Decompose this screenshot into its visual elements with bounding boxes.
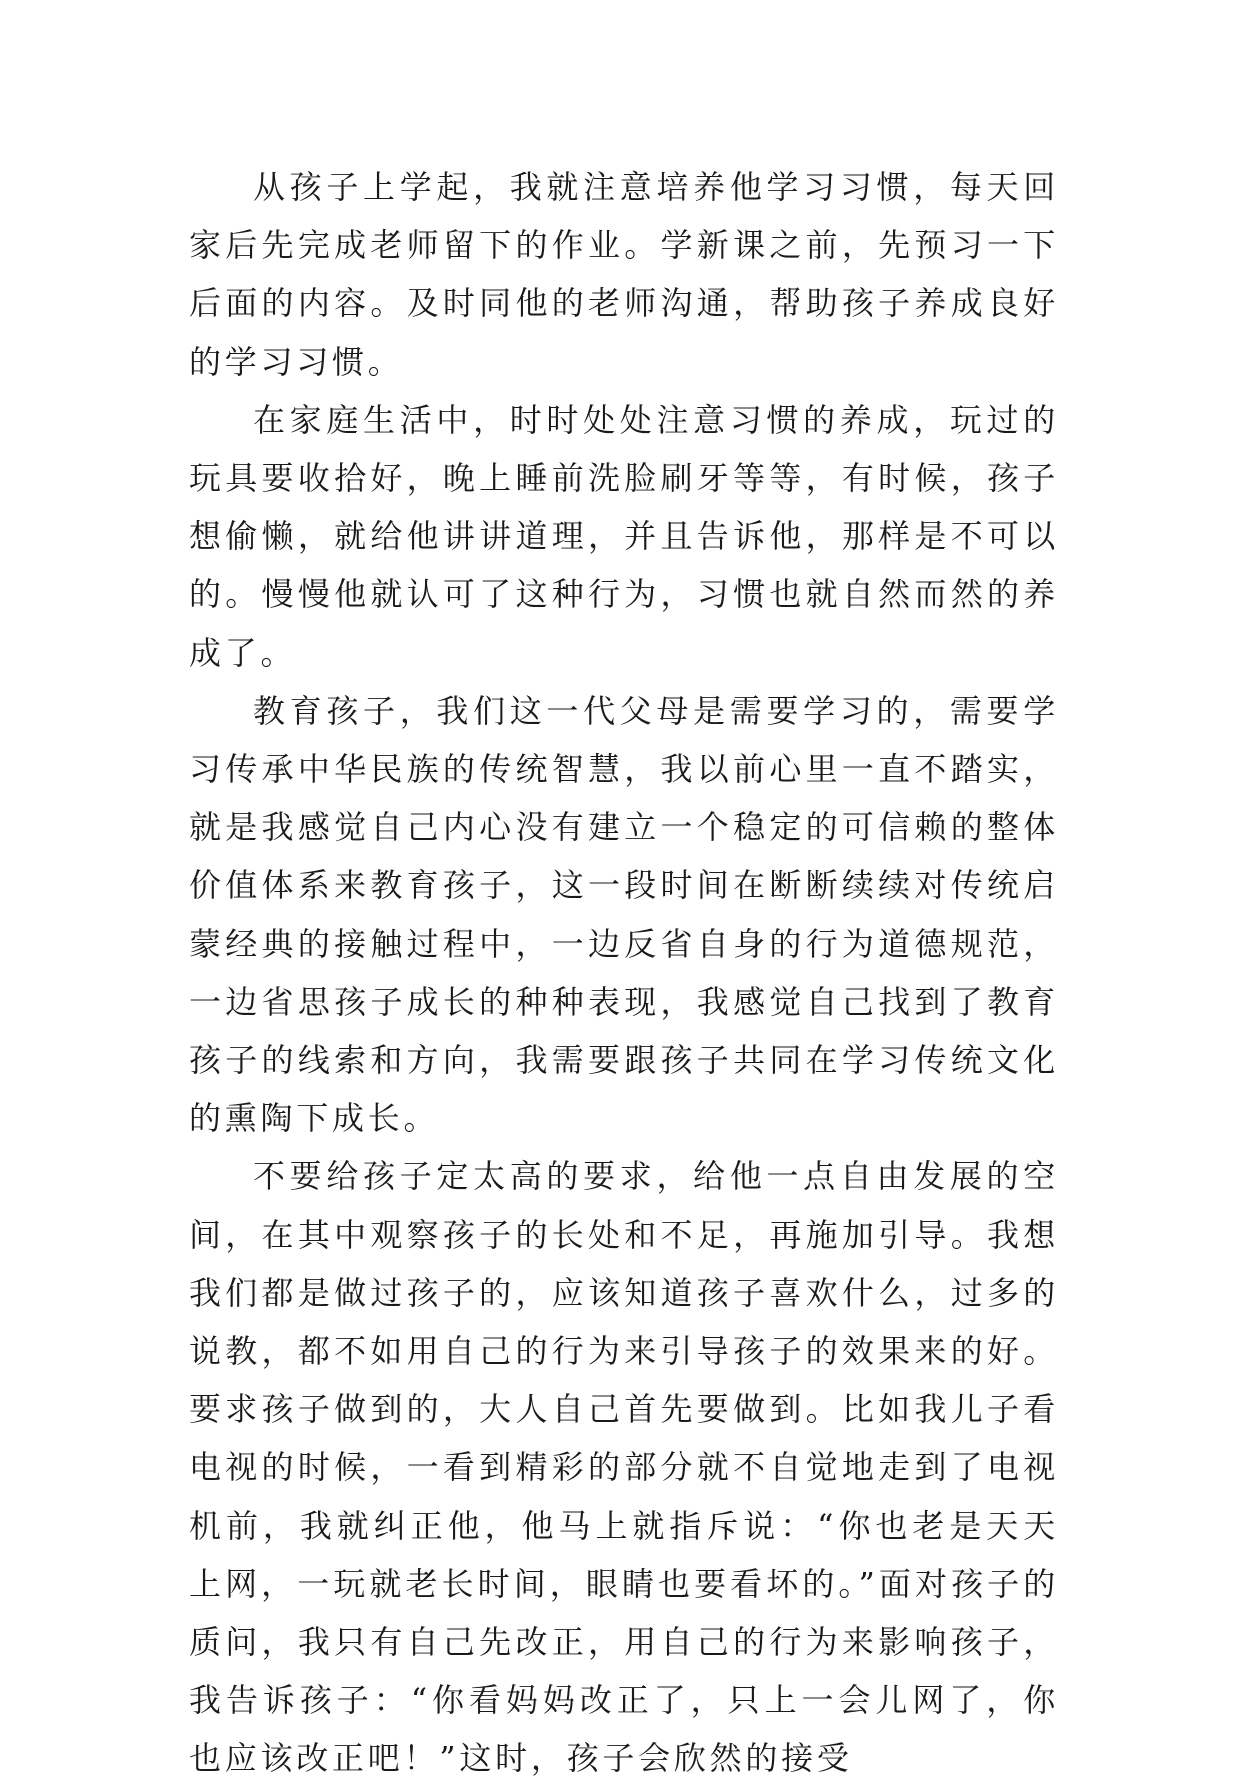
paragraph-traditional-education: 教育孩子，我们这一代父母是需要学习的，需要学习传承中华民族的传统智慧，我以前心里一直不踏实，就是我感觉自己内心没有建立一个稳定的可信赖的整体价值体系来教育孩子，这一段时间在断断续续对传统启蒙经典的接触过程中，一边反省自身的行为道德规范，一边省思孩子成长的种种表现，我感觉自己找到了教育孩子的线索和方向，我需要跟孩子共同在学习传统文化的熏陶下成长。 (189, 691, 1059, 1138)
paragraph-lead-by-example: 不要给孩子定太高的要求，给他一点自由发展的空间，在其中观察孩子的长处和不足，再施加引导。我想我们都是做过孩子的，应该知道孩子喜欢什么，过多的说教，都不如用自己的行为来引导孩子的效果来的好。要求孩子做到的，大人自己首先要做到。比如我儿子看电视的时候，一看到精彩的部分就不自觉地走到了电视机前，我就纠正他，他马上就指斥说：“你也老是天天上网，一玩就老长时间，眼睛也要看坏的。”面对孩子的质问，我只有自己先改正，用自己的行为来影响孩子，我告诉孩子：“你看妈妈改正了，只上一会儿网了，你也应该改正吧！”这时，孩子会欣然的接受 (189, 1157, 1059, 1778)
document-body (189, 158, 1059, 1788)
paragraph-study-habits: 从孩子上学起，我就注意培养他学习习惯，每天回家后先完成老师留下的作业。学新课之前，先预习一下后面的内容。及时同他的老师沟通，帮助孩子养成良好的学习习惯。 (189, 168, 1059, 381)
paragraph-home-life: 在家庭生活中，时时处处注意习惯的养成，玩过的玩具要收拾好，晚上睡前洗脸刷牙等等，有时候，孩子想偷懒，就给他讲讲道理，并且告诉他，那样是不可以的。慢慢他就认可了这种行为，习惯也就自然而然的养成了。 (189, 400, 1059, 672)
